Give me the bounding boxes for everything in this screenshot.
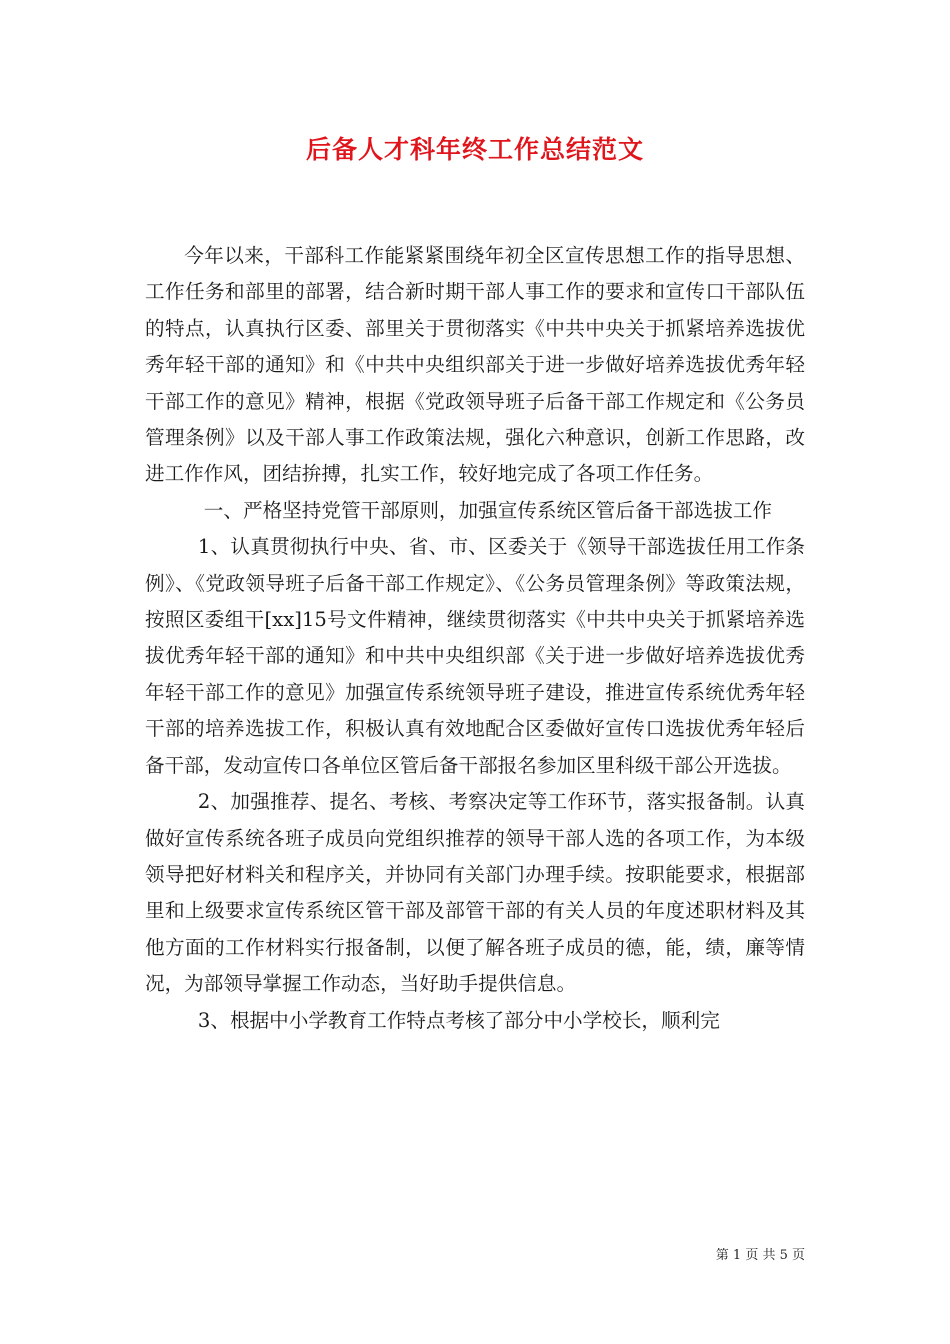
section-heading-1: 一、严格坚持党管干部原则，加强宣传系统区管后备干部选拔工作 xyxy=(203,498,773,522)
page-number-footer: 第 1 页 共 5 页 xyxy=(715,1248,805,1263)
paragraph-item-1: 1、认真贯彻执行中央、省、市、区委关于《领导干部选拔任用工作条例》、《党政领导班子后备干部工作规定》、《公务员管理条例》等政策法规，按照区委组干[xx]15号文件精神，继续贯彻落实《中共中央关于抓紧培养选拔优秀年轻干部的通知》和中共中央组织部《关于进一步做好培养选拔优秀年轻干部工作的意见》加强宣传系统领导班子建设，推进宣传系统优秀年轻干部的培养选拔工作，积极认真有效地配合区委做好宣传口选拔优秀年轻后备干部，发动宣传口各单位区管后备干部报名参加区里科级干部公开选拔。 xyxy=(145,535,805,777)
document-body xyxy=(145,238,805,1039)
paragraph-item-2: 2、加强推荐、提名、考核、考察决定等工作环节，落实报备制。认真做好宣传系统各班子成员向党组织推荐的领导干部人选的各项工作，为本级领导把好材料关和程序关，并协同有关部门办理手续。按职能要求，根据部里和上级要求宣传系统区管干部及部管干部的有关人员的年度述职材料及其他方面的工作材料实行报备制，以便了解各班子成员的德，能，绩，廉等情况，为部领导掌握工作动态，当好助手提供信息。 xyxy=(145,790,805,996)
document-title: 后备人才科年终工作总结范文 xyxy=(305,135,644,164)
paragraph-intro: 今年以来，干部科工作能紧紧围绕年初全区宣传思想工作的指导思想、工作任务和部里的部署，结合新时期干部人事工作的要求和宣传口干部队伍的特点，认真执行区委、部里关于贯彻落实《中共中央关于抓紧培养选拔优秀年轻干部的通知》和《中共中央组织部关于进一步做好培养选拔优秀年轻干部工作的意见》精神，根据《党政领导班子后备干部工作规定和《公务员管理条例》以及干部人事工作政策法规，强化六种意识，创新工作思路，改进工作作风，团结拚搏，扎实工作，较好地完成了各项工作任务。 xyxy=(145,244,805,486)
paragraph-item-3: 3、根据中小学教育工作特点考核了部分中小学校长，顺利完 xyxy=(197,1008,720,1032)
